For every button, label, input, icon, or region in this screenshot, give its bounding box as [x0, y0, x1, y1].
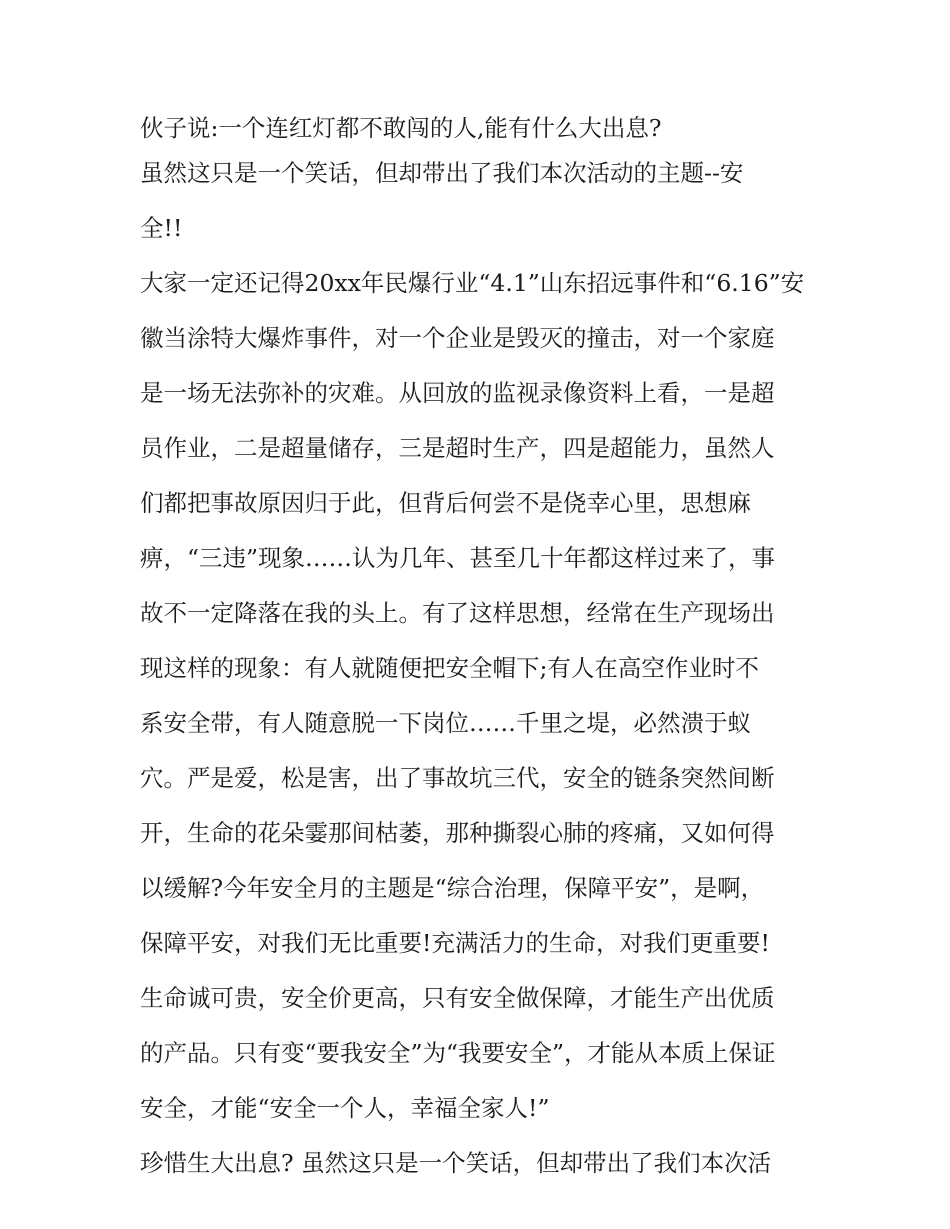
text-line: 们都把事故原因归于此，但背后何尝不是侥幸心里，思想麻 — [140, 489, 751, 517]
text-line: 的产品。只有变“要我安全”为“我要安全”，才能从本质上保证 — [140, 1039, 776, 1067]
text-line: 保障平安，对我们无比重要!充满活力的生命，对我们更重要! — [140, 929, 770, 957]
text-line: 员作业，二是超量储存，三是超时生产，四是超能力，虽然人 — [140, 434, 775, 462]
text-line: 以缓解?今年安全月的主题是“综合治理，保障平安”，是啊， — [140, 874, 765, 902]
text-line: 珍惜生大出息? 虽然这只是一个笑话，但却带出了我们本次活 — [140, 1149, 772, 1177]
text-line: 系安全带，有人随意脱一下岗位……千里之堤，必然溃于蚁 — [140, 709, 751, 737]
text-line: 安全，才能“安全一个人，幸福全家人!” — [140, 1094, 550, 1122]
text-line: 伙子说:一个连红灯都不敢闯的人,能有什么大出息? — [140, 114, 662, 142]
text-line: 是一场无法弥补的灾难。从回放的监视录像资料上看，一是超 — [140, 379, 775, 407]
text-line: 痹，“三违”现象……认为几年、甚至几十年都这样过来了，事 — [140, 544, 776, 572]
text-line: 生命诚可贵，安全价更高，只有安全做保障，才能生产出优质 — [140, 984, 775, 1012]
text-line: 现这样的现象：有人就随便把安全帽下;有人在高空作业时不 — [140, 654, 759, 682]
text-line: 开，生命的花朵霎那间枯萎，那种撕裂心肺的疼痛，又如何得 — [140, 819, 775, 847]
text-line: 虽然这只是一个笑话，但却带出了我们本次活动的主题--安 — [140, 159, 744, 187]
text-line: 徽当涂特大爆炸事件，对一个企业是毁灭的撞击，对一个家庭 — [140, 324, 775, 352]
body-text — [140, 108, 820, 1183]
text-line: 全!! — [140, 214, 183, 242]
text-line: 穴。严是爱，松是害，出了事故坑三代，安全的链条突然间断 — [140, 764, 775, 792]
text-line: 大家一定还记得20xx年民爆行业“4.1”山东招远事件和“6.16”安 — [140, 269, 805, 297]
text-line: 故不一定降落在我的头上。有了这样思想，经常在生产现场出 — [140, 599, 775, 627]
